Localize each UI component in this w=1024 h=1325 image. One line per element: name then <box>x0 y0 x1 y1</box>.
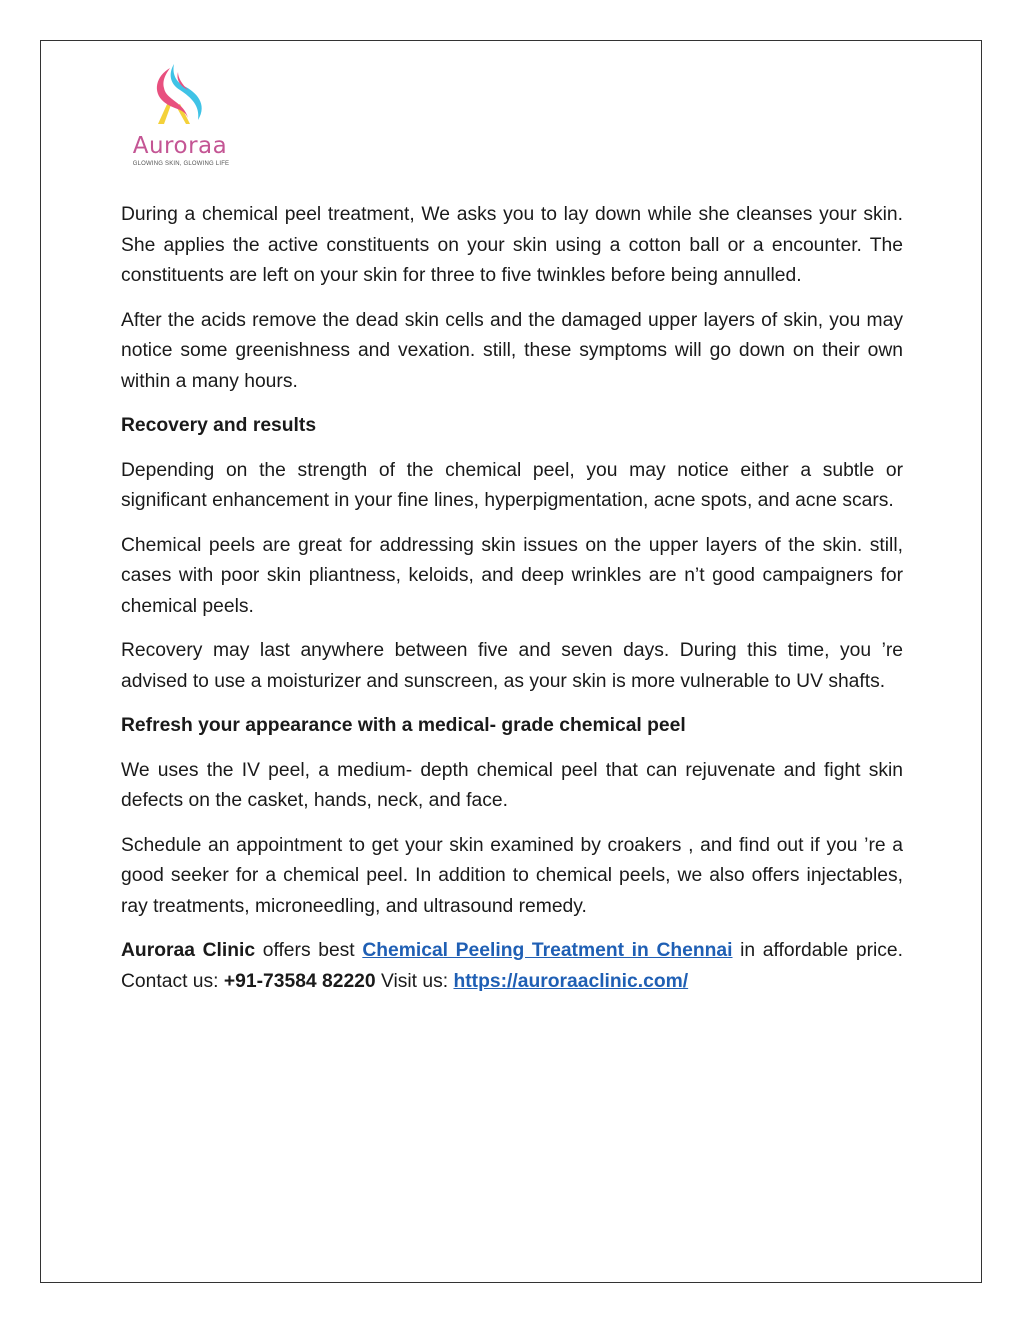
paragraph-iv-peel: We uses the IV peel, a medium- depth chemical peel that can rejuvenate and fight skin defects on the casket, hands, neck, and face. <box>121 759 903 811</box>
paragraph-suitability: Chemical peels are great for addressing skin issues on the upper layers of the skin. still, cases with poor skin pliantness, keloids, and deep wrinkles are n’t good campaigners for chemical peels. <box>121 534 903 617</box>
paragraph-recovery-time: Recovery may last anywhere between five and seven days. During this time, you ’re advised to use a moisturizer and sunscreen, as your skin is more vulnerable to UV shafts. <box>121 640 903 692</box>
paragraph-procedure: During a chemical peel treatment, We asks you to lay down while she cleanses your skin. She applies the active constituents on your skin using a cotton ball or a encounter. The constituents are left on your skin for three to five twinkles before being annulled. <box>121 204 903 286</box>
contact-text-price: in affordable price. Contact us: <box>121 940 903 992</box>
logo-tagline: GLOWING SKIN, GLOWING LIFE <box>132 161 230 167</box>
paragraph-side-effects: After the acids remove the dead skin cells and the damaged upper layers of skin, you may notice some greenishness and vexation. still, these symptoms will go down on their own within a many hours. <box>121 309 903 392</box>
contact-text-offers: offers best <box>255 940 363 961</box>
phone-number: +91-73584 82220 <box>223 970 376 992</box>
paragraph-results: Depending on the strength of the chemical peel, you may notice either a subtle or significant enhancement in your fine lines, hyperpigmentation, acne spots, and acne scars. <box>121 459 903 511</box>
paragraph-schedule: Schedule an appointment to get your skin examined by croakers , and find out if you ’re a good seeker for a chemical peel. In addition to chemical peels, we also offers injectables, ray treatments, microneedling, and ultrasound remedy. <box>121 834 903 917</box>
website-link[interactable]: https://auroraaclinic.com/ <box>453 970 689 992</box>
logo-swoosh-icon <box>118 62 240 142</box>
heading-refresh-appearance: Refresh your appearance with a medical- grade chemical peel <box>121 715 686 736</box>
paragraph-contact <box>121 936 903 997</box>
logo-name: Auroraa <box>132 133 228 159</box>
treatment-link[interactable]: Chemical Peeling Treatment in Chennai <box>362 940 733 961</box>
document-body <box>121 200 903 1011</box>
contact-text-visit: Visit us: <box>375 970 454 992</box>
clinic-name: Auroraa Clinic <box>121 940 256 961</box>
heading-recovery-results: Recovery and results <box>121 415 317 436</box>
auroraa-logo <box>118 62 240 174</box>
